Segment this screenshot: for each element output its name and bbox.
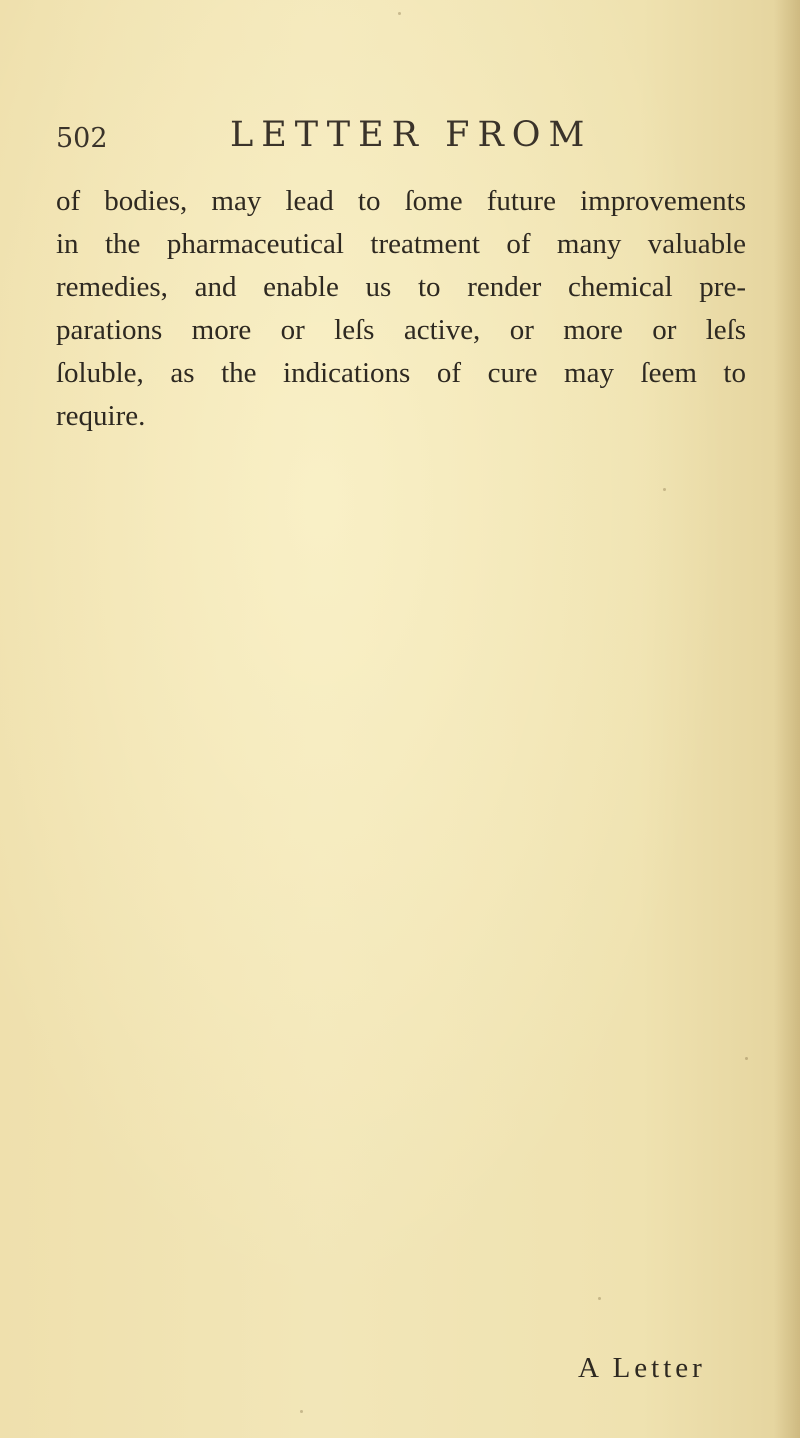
page-number: 502 xyxy=(56,123,108,154)
paper-speck xyxy=(398,12,401,15)
text-line: parations more or leſs active, or more or leſs xyxy=(56,314,746,346)
text-line: of bodies, may lead to ſome future improvements xyxy=(56,185,746,217)
text-line: ſoluble, as the indications of cure may ſeem to xyxy=(56,357,746,389)
paper-speck xyxy=(598,1297,601,1300)
text-line: require. xyxy=(56,400,146,432)
text-line: in the pharmaceutical treatment of many valuable xyxy=(56,228,746,260)
body-paragraph xyxy=(56,180,746,438)
page-edge-shadow xyxy=(774,0,800,1438)
page-header xyxy=(56,115,756,155)
paper-speck xyxy=(745,1057,748,1060)
paper-speck xyxy=(663,488,666,491)
running-head: LETTER FROM xyxy=(230,115,593,155)
text-line: remedies, and enable us to render chemical pre- xyxy=(56,271,746,303)
catchword: A Letter xyxy=(578,1352,706,1384)
paper-speck xyxy=(300,1410,303,1413)
